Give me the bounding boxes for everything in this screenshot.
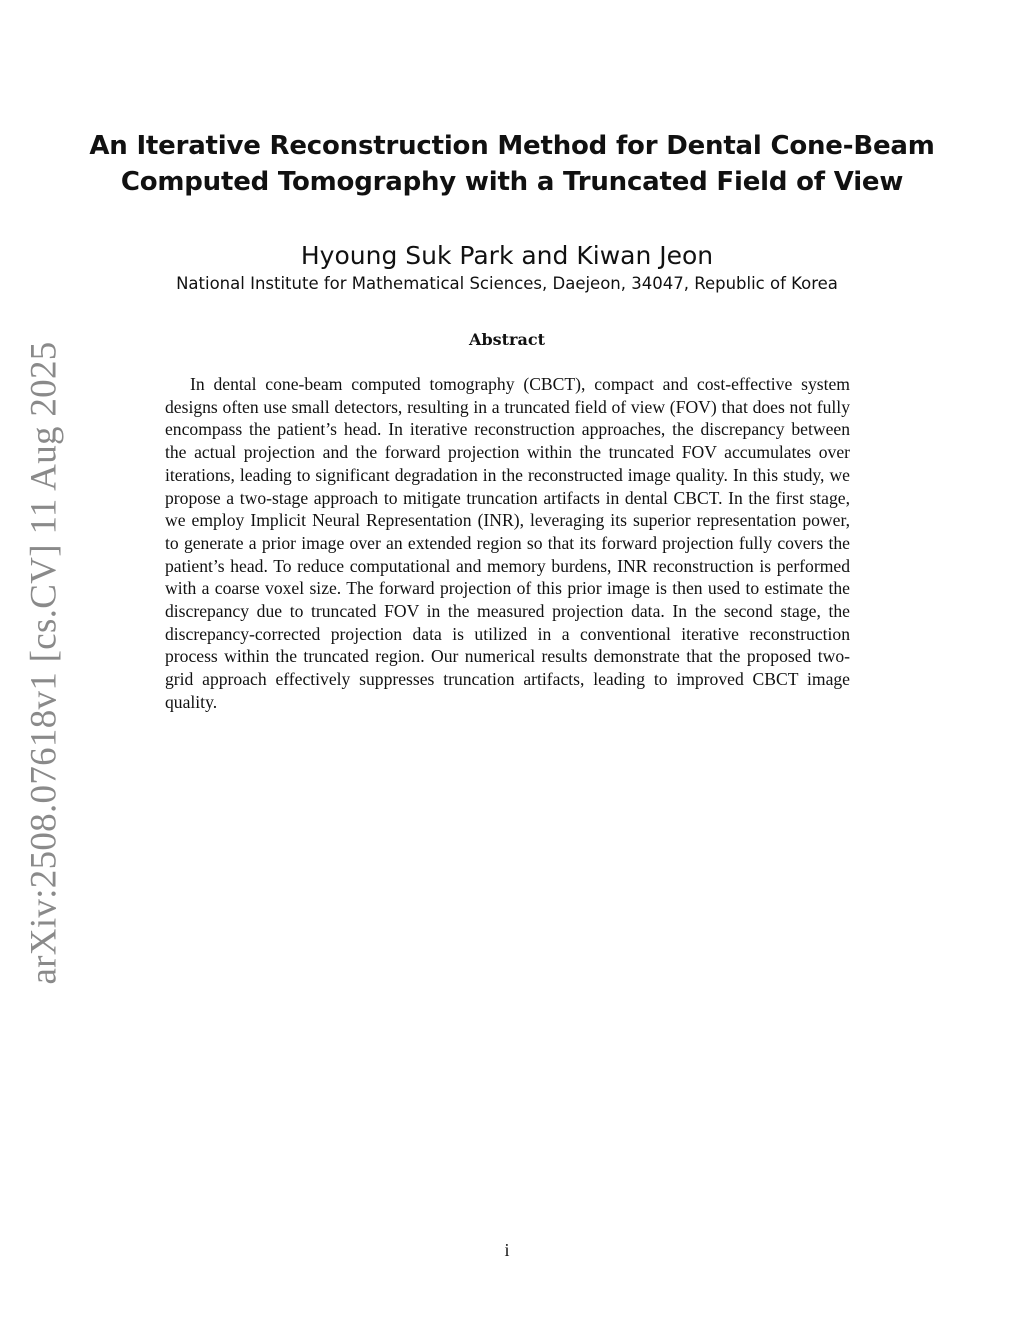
paper-title-line-2: Computed Tomography with a Truncated Field of View — [120, 167, 904, 197]
arxiv-identifier-stamp: arXiv:2508.07618v1 [cs.CV] 11 Aug 2025 — [23, 341, 65, 985]
paper-title — [60, 128, 964, 200]
paper-title-line-1: An Iterative Reconstruction Method for Dental Cone-Beam — [89, 131, 935, 161]
abstract-heading: Abstract — [469, 330, 545, 349]
affiliation: National Institute for Mathematical Sciences, Daejeon, 34047, Republic of Korea — [176, 274, 838, 293]
abstract-text: In dental cone-beam computed tomography (CBCT), compact and cost-effective system designs often use small detectors, resulting in a truncated field of view (FOV) that does not fully encompass the patient’s head. In iterative reconstruction approaches, the discrepancy between the actual projection and the forward projection within the truncated FOV accumulates over iterations, leading to significant degradation in the reconstructed image quality. In this study, we propose a two-stage approach to mitigate truncation artifacts in dental CBCT. In the first stage, we employ Implicit Neural Representation (INR), leveraging its superior representation power, to generate a prior image over an extended region so that its forward projection fully covers the patient’s head. To reduce computational and memory burdens, INR reconstruction is performed with a coarse voxel size. The forward projection of this prior image is then used to estimate the discrepancy due to truncated FOV in the measured projection data. In the second stage, the discrepancy-corrected projection data is utilized in a conventional iterative reconstruction process within the truncated region. Our numerical results demonstrate that the proposed two-grid approach effectively suppresses truncation artifacts, leading to improved CBCT image quality. — [165, 374, 850, 712]
page-number: i — [504, 1240, 510, 1260]
authors: Hyoung Suk Park and Kiwan Jeon — [300, 241, 714, 270]
